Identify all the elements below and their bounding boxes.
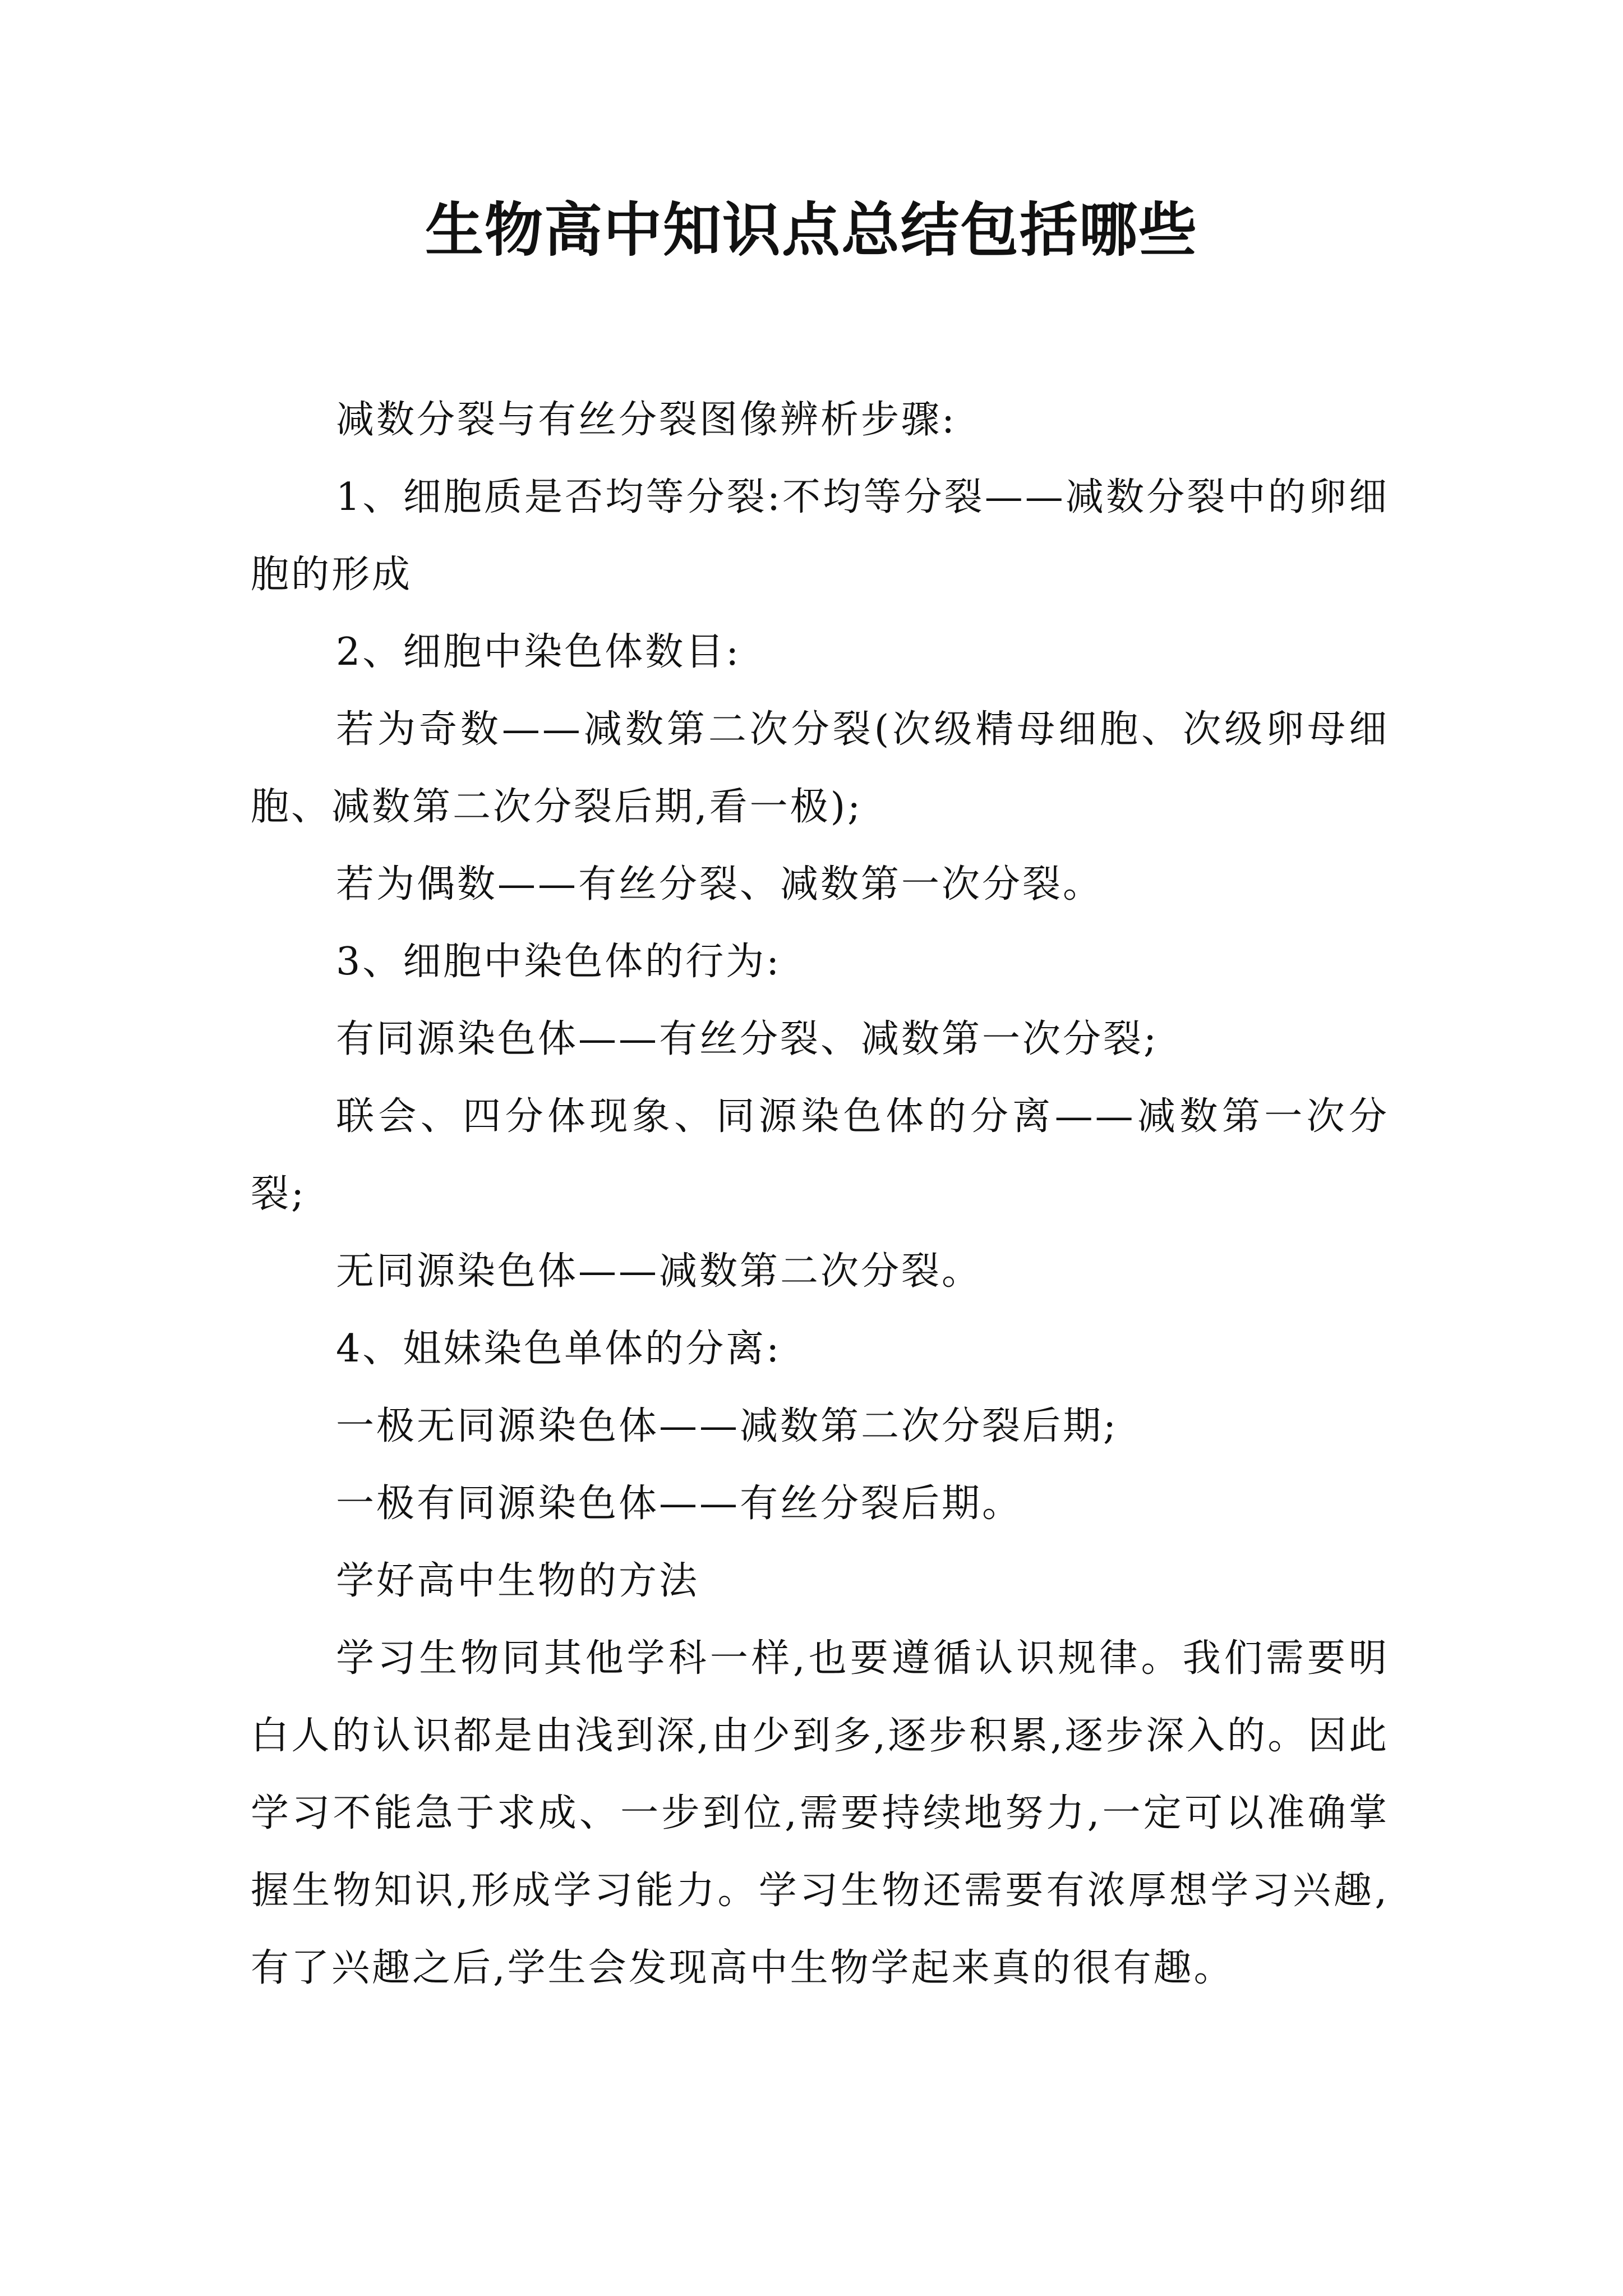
section-heading: 学好高中生物的方法 [336, 1559, 700, 1603]
document-body [251, 381, 1389, 2007]
paragraph: 有同源染色体——有丝分裂、减数第一次分裂; [336, 1017, 1159, 1061]
document-title: 生物高中知识点总结包括哪些 [425, 196, 1198, 264]
paragraph: 学习生物同其他学科一样,也要遵循认识规律。我们需要明白人的认识都是由浅到深,由少到多,逐步积累,逐步深入的。因此学习不能急于求成、一步到位,需要持续地努力,一定可以准确掌握生物知识,形成学习能力。学习生物还需要有浓厚想学习兴趣,有了兴趣之后,学生会发现高中生物学起来真的很有趣。 [251, 1636, 1389, 1990]
paragraph: 无同源染色体——减数第二次分裂。 [336, 1249, 983, 1294]
paragraph: 减数分裂与有丝分裂图像辨析步骤: [336, 398, 957, 442]
paragraph: 2、细胞中染色体数目: [336, 630, 741, 674]
paragraph: 3、细胞中染色体的行为: [336, 940, 782, 984]
paragraph: 若为偶数——有丝分裂、减数第一次分裂。 [336, 862, 1104, 907]
paragraph: 若为奇数——减数第二次分裂(次级精母细胞、次级卵母细胞、减数第二次分裂后期,看一极); [251, 707, 1389, 829]
paragraph: 1、细胞质是否均等分裂:不均等分裂——减数分裂中的卵细胞的形成 [251, 475, 1389, 597]
paragraph: 联会、四分体现象、同源染色体的分离——减数第一次分裂; [251, 1094, 1389, 1216]
paragraph: 一极有同源染色体——有丝分裂后期。 [336, 1481, 1023, 1526]
paragraph: 4、姐妹染色单体的分离: [336, 1327, 782, 1371]
paragraph: 一极无同源染色体——减数第二次分裂后期; [336, 1404, 1118, 1448]
